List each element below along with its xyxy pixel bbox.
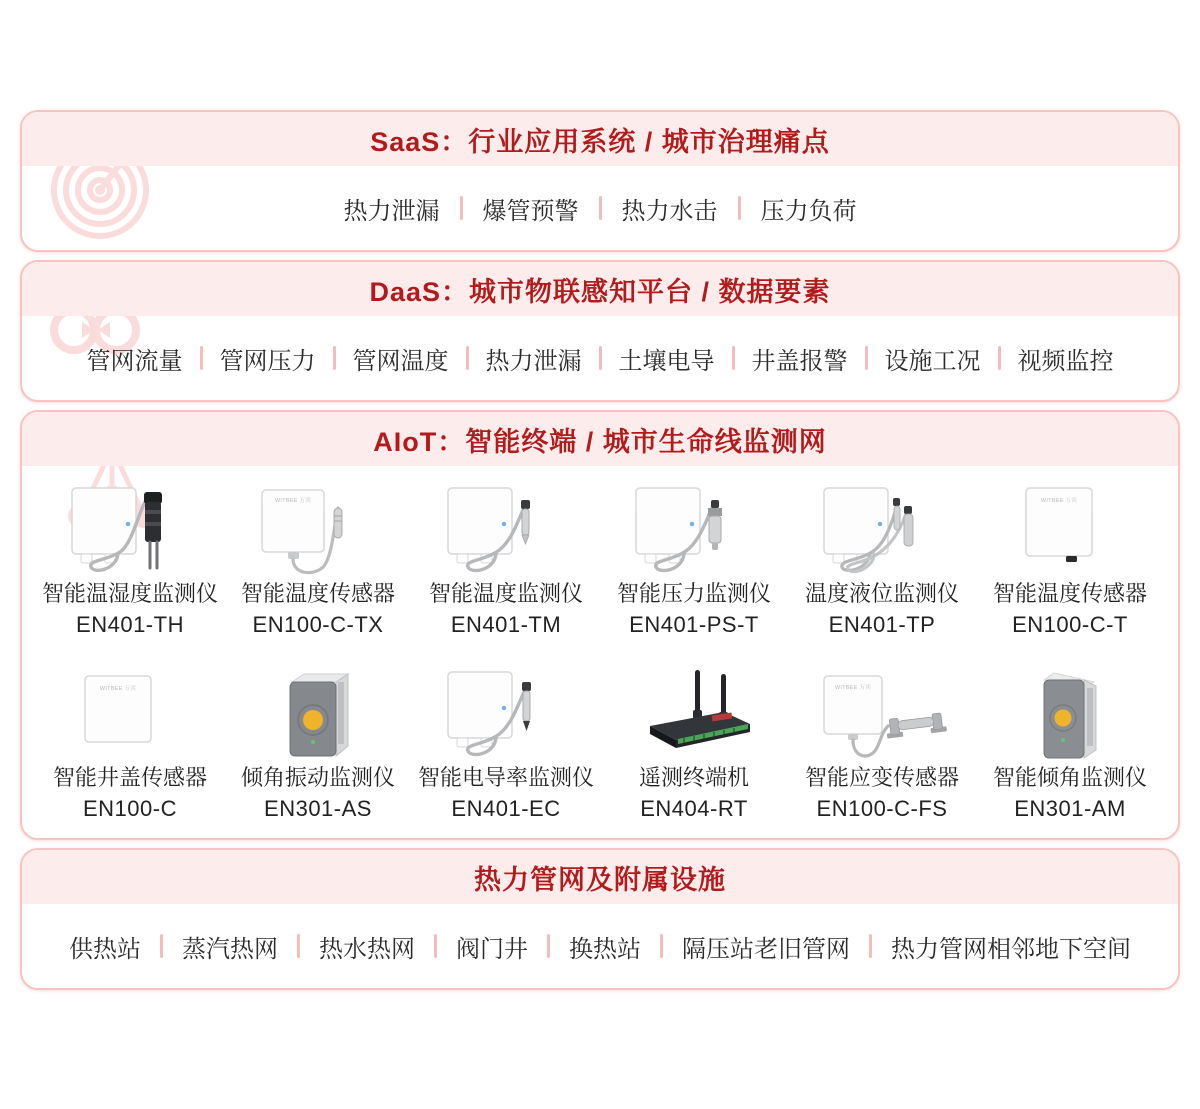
saas-items-row [22, 166, 1178, 250]
daas-item: 设施工况 [884, 347, 981, 375]
product-name: 智能压力监测仪 [616, 581, 771, 606]
svg-text:WITBEE 万宾: WITBEE 万宾 [1040, 498, 1078, 504]
daas-item: 土壤电导 [618, 347, 715, 375]
product-card [224, 662, 412, 824]
daas-items-row [22, 316, 1178, 400]
daas-body [22, 316, 1178, 400]
product-model: EN100-C-TX [252, 612, 384, 637]
aiot-header [22, 412, 1178, 466]
section-saas [20, 110, 1180, 252]
daas-item: 管网温度 [352, 347, 449, 375]
section-daas [20, 260, 1180, 402]
infra-items-row [22, 904, 1178, 988]
product-card [600, 478, 788, 640]
product-model: EN100-C-T [1012, 612, 1128, 637]
device-image-en100-c-t [976, 478, 1164, 578]
section-aiot [20, 410, 1180, 840]
product-name: 智能倾角监测仪 [992, 765, 1147, 790]
product-card [36, 662, 224, 824]
product-name: 智能应变传感器 [804, 765, 959, 790]
infra-item: 供热站 [69, 935, 141, 963]
product-model: EN401-EC [451, 796, 561, 821]
daas-item: 管网压力 [219, 347, 316, 375]
device-image-en401-ps-t [600, 478, 788, 578]
product-name: 智能电导率监测仪 [417, 765, 594, 790]
product-card [600, 662, 788, 824]
device-image-en301-am [976, 662, 1164, 762]
device-image-en404-rt [600, 662, 788, 762]
divider [599, 196, 602, 220]
infra-item: 阀门井 [456, 935, 528, 963]
product-name: 智能井盖传感器 [52, 765, 207, 790]
divider [732, 346, 735, 370]
product-card [412, 662, 600, 824]
product-model: EN301-AM [1014, 796, 1126, 821]
divider [738, 196, 741, 220]
saas-item: 爆管预警 [482, 197, 579, 225]
product-card [412, 478, 600, 640]
device-image-en301-as [224, 662, 412, 762]
product-name: 倾角振动监测仪 [240, 765, 395, 790]
product-model: EN401-TP [828, 612, 936, 637]
infra-header [22, 850, 1178, 904]
product-model: EN301-AS [264, 796, 372, 821]
product-card [788, 478, 976, 640]
product-model: EN404-RT [640, 796, 748, 821]
product-card [976, 478, 1164, 640]
infra-item: 蒸汽热网 [182, 935, 278, 963]
divider [460, 196, 463, 220]
product-grid [22, 466, 1178, 838]
divider [160, 934, 163, 958]
infra-item: 换热站 [569, 935, 641, 963]
daas-item: 井盖报警 [751, 347, 848, 375]
product-model: EN401-TH [76, 612, 184, 637]
svg-text:WITBEE 万宾: WITBEE 万宾 [99, 686, 137, 692]
product-card [36, 478, 224, 640]
daas-item: 管网流量 [86, 347, 183, 375]
product-model: EN401-TM [450, 612, 562, 637]
infra-body [22, 904, 1178, 988]
daas-item: 热力泄漏 [485, 347, 582, 375]
device-image-en401-th [36, 478, 224, 578]
saas-header [22, 112, 1178, 166]
device-image-en401-ec [412, 662, 600, 762]
divider [865, 346, 868, 370]
device-image-en100-c-fs [788, 662, 976, 762]
section-infra [20, 848, 1180, 990]
divider [869, 934, 872, 958]
aiot-title: AIoT：智能终端 / 城市生命线监测网 [373, 426, 827, 457]
divider [434, 934, 437, 958]
divider [333, 346, 336, 370]
divider [599, 346, 602, 370]
divider [200, 346, 203, 370]
divider [660, 934, 663, 958]
divider [547, 934, 550, 958]
divider [466, 346, 469, 370]
product-model: EN100-C-FS [816, 796, 948, 821]
product-name: 温度液位监测仪 [804, 581, 959, 606]
product-card [224, 478, 412, 640]
saas-item: 热力水击 [621, 197, 718, 225]
infra-title: 热力管网及附属设施 [474, 864, 726, 895]
daas-item: 视频监控 [1017, 347, 1114, 375]
product-name: 智能温湿度监测仪 [41, 581, 218, 606]
aiot-body [22, 466, 1178, 838]
product-model: EN401-PS-T [629, 612, 759, 637]
product-name: 遥测终端机 [638, 765, 749, 790]
saas-title: SaaS：行业应用系统 / 城市治理痛点 [370, 126, 830, 157]
svg-text:WITBEE 万宾: WITBEE 万宾 [834, 685, 872, 691]
divider [998, 346, 1001, 370]
divider [297, 934, 300, 958]
saas-item: 压力负荷 [760, 197, 857, 225]
device-image-en100-c-tx [224, 478, 412, 578]
saas-item: 热力泄漏 [343, 197, 440, 225]
device-image-en401-tm [412, 478, 600, 578]
svg-text:WITBEE 万宾: WITBEE 万宾 [274, 498, 312, 504]
infra-item: 热力管网相邻地下空间 [891, 935, 1131, 963]
product-name: 智能温度监测仪 [428, 581, 583, 606]
device-image-en401-tp [788, 478, 976, 578]
daas-header [22, 262, 1178, 316]
product-model: EN100-C [83, 796, 177, 821]
device-image-en100-c [36, 662, 224, 762]
product-name: 智能温度传感器 [992, 581, 1147, 606]
product-card [976, 662, 1164, 824]
daas-title: DaaS：城市物联感知平台 / 数据要素 [369, 276, 831, 307]
product-card [788, 662, 976, 824]
saas-body [22, 166, 1178, 250]
infra-item: 热水热网 [319, 935, 415, 963]
product-name: 智能温度传感器 [240, 581, 395, 606]
infra-item: 隔压站老旧管网 [682, 935, 850, 963]
